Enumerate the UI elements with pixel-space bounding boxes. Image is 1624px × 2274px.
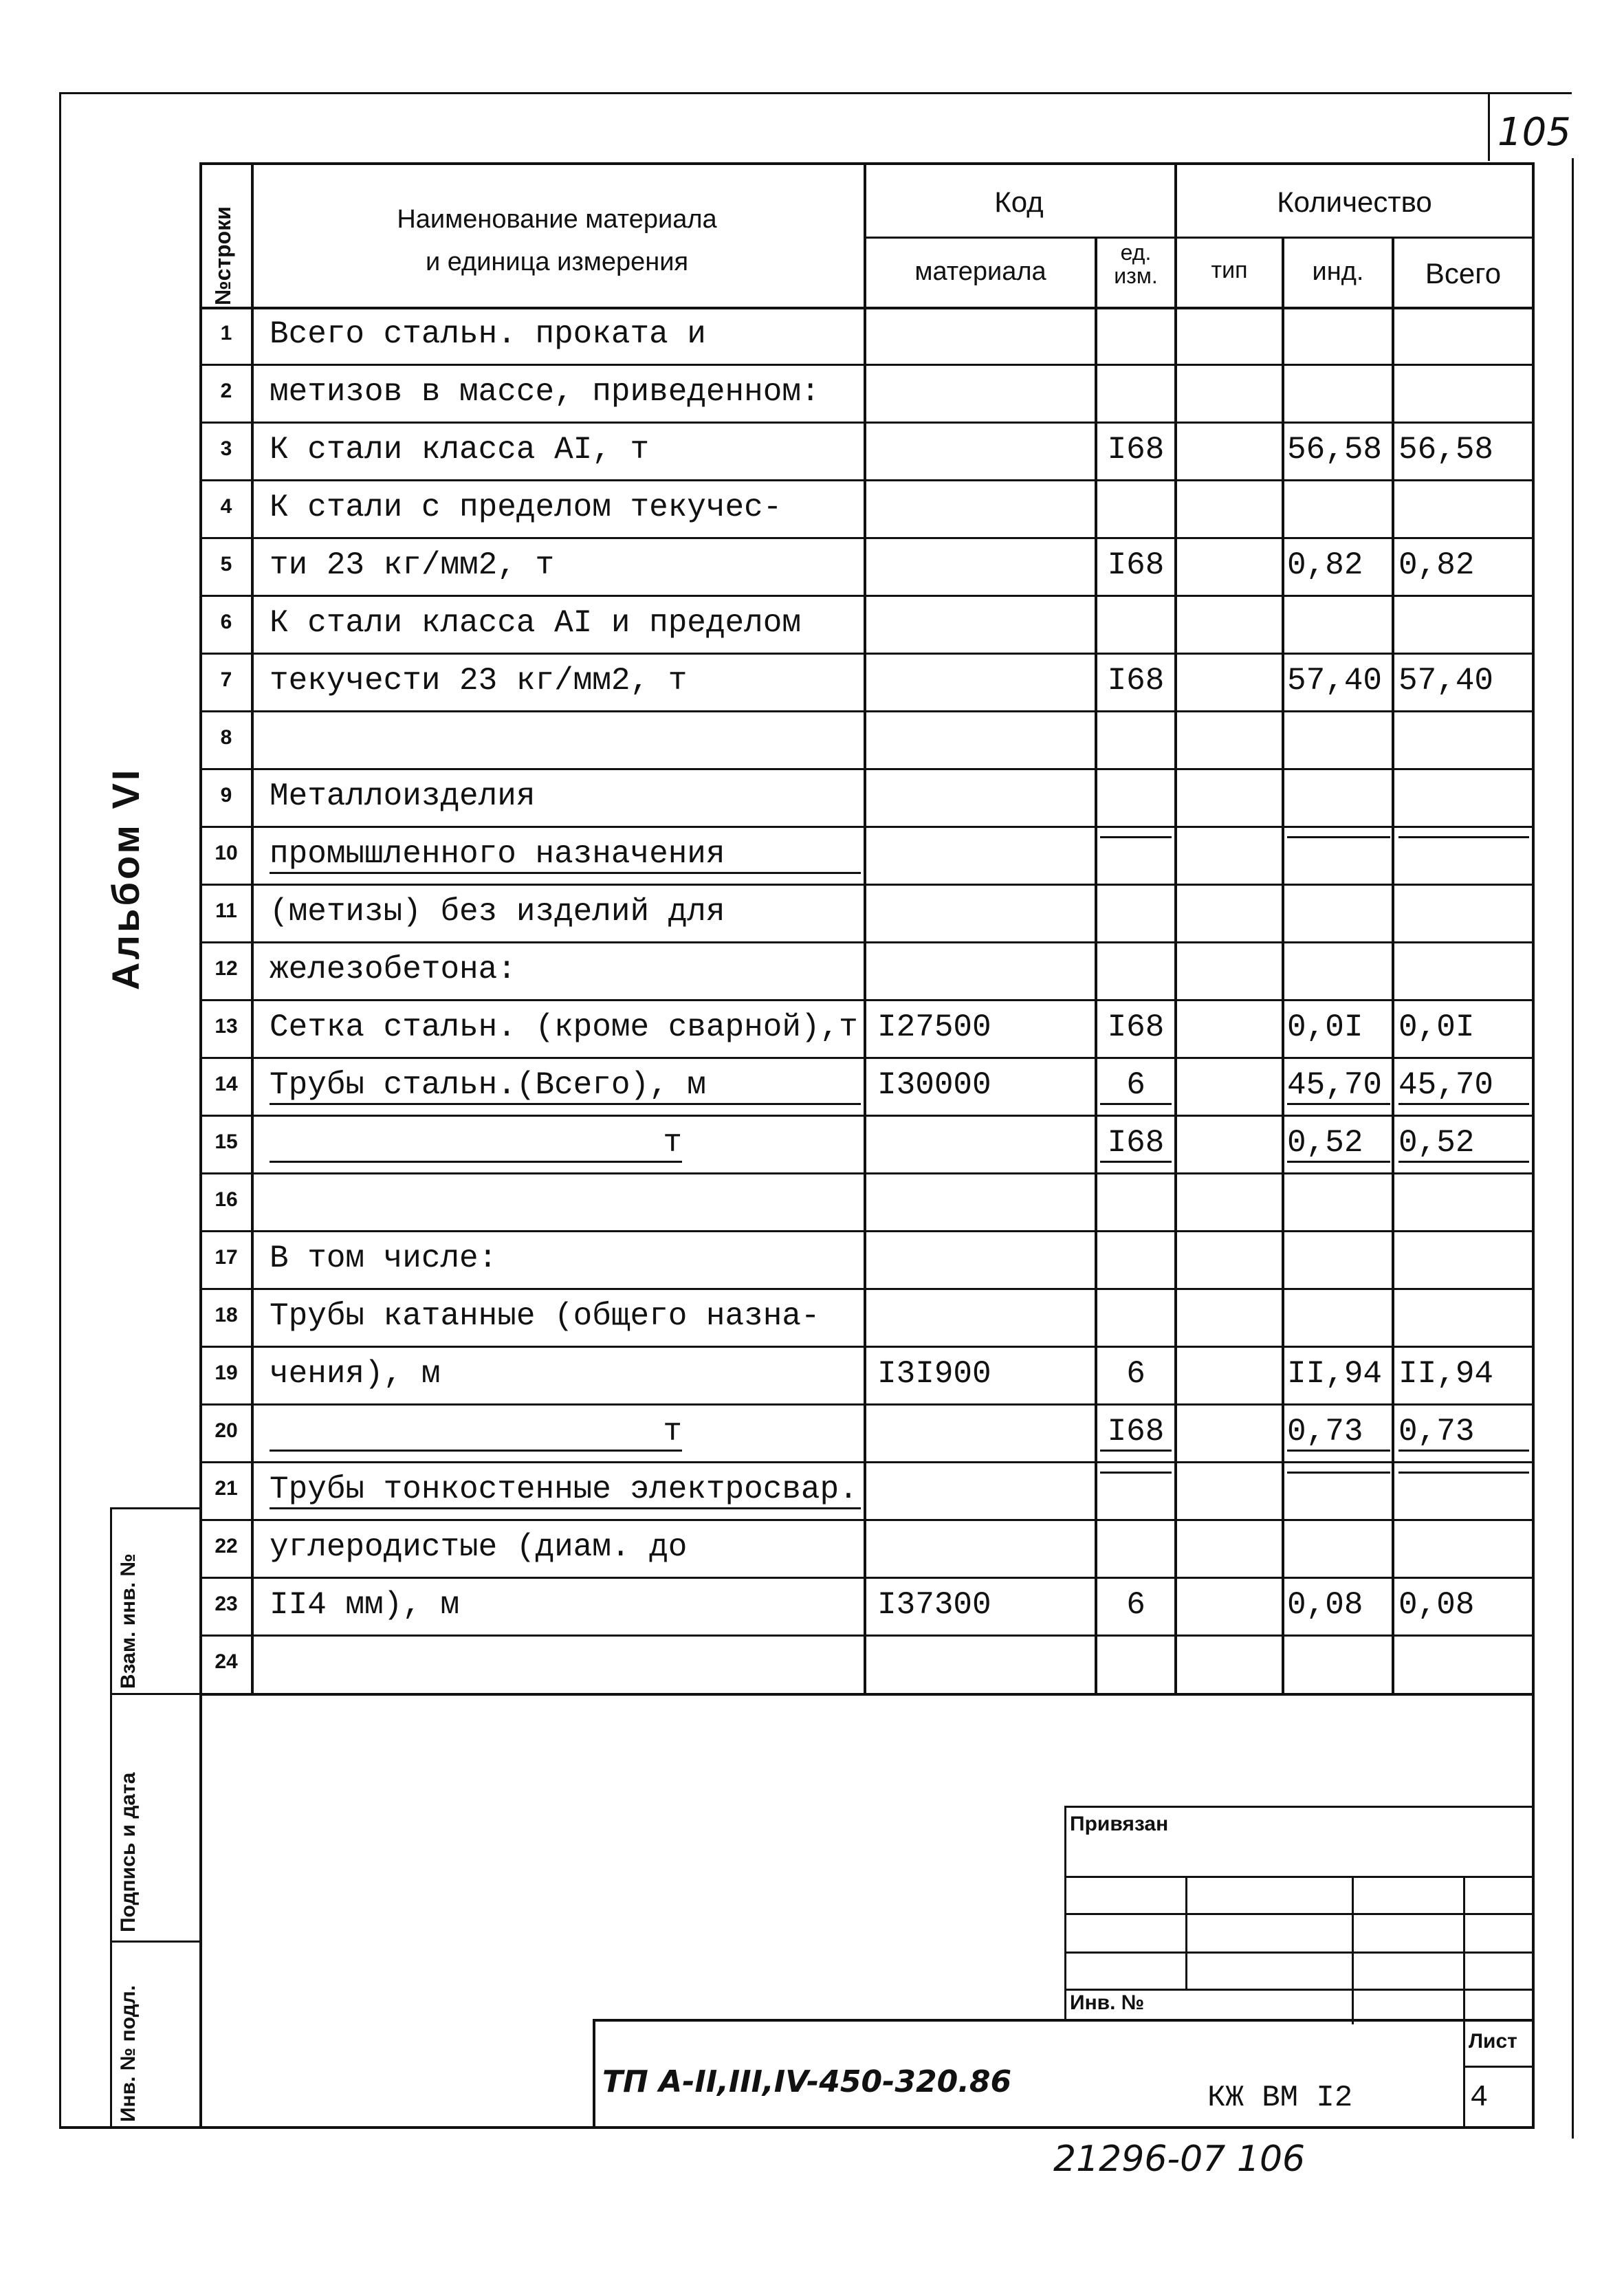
row-divider [199,595,1535,597]
cell-name: Трубы катанные (общего назна- [270,1298,820,1334]
row-number: 14 [215,1073,238,1095]
cell-ind: II,94 [1287,1356,1383,1392]
header-code-unit: ед. изм. [1114,240,1158,288]
cell-mat: I30000 [877,1067,991,1103]
title-project-code: ТП А-II,III,IV-450-320.86 [602,2064,1012,2099]
row-number: 19 [215,1362,238,1384]
cell-unit: I68 [1107,1009,1165,1045]
cell-name: метизов в массе, приведенном: [270,374,820,410]
row-divider [199,1172,1535,1174]
cell-ind: 0,0I [1287,1009,1363,1045]
row-number: 21 [215,1477,238,1500]
title-sheet-value: 4 [1470,2081,1489,2115]
sheet-number: 105 [1497,110,1571,155]
row-divider [199,1461,1535,1463]
row-divider [199,710,1535,712]
header-name-line2: и единица измерения [425,248,689,276]
cell-name: К стали с пределом текучес- [270,490,782,525]
title-sheet-label: Лист [1469,2030,1517,2053]
row-number: 23 [215,1593,238,1615]
cell-ind: 0,82 [1287,547,1363,583]
cell-name: чения), м [270,1356,441,1392]
row-divider [199,1230,1535,1232]
cell-mat: I37300 [877,1587,991,1623]
row-number: 16 [215,1188,238,1211]
cell-ind: 0,73 [1287,1414,1390,1452]
cell-ind: 56,58 [1287,432,1383,468]
row-divider [199,1403,1535,1406]
header-code-material: материала [914,257,1046,286]
cell-name: Сетка стальн. (кроме сварной),т [270,1009,858,1045]
title-inv-no: Инв. № [1070,1991,1145,2014]
cell-name: (метизы) без изделий для [270,894,725,930]
cell-name: т [270,1125,682,1163]
row-divider [199,479,1535,481]
cell-unit: I68 [1100,1125,1172,1163]
row-number: 3 [220,437,232,460]
cell-total: 0,73 [1398,1414,1529,1452]
cell-total: 0,82 [1398,547,1475,583]
row-number: 15 [215,1130,238,1153]
cell-unit: I68 [1107,663,1165,699]
row-number: 4 [220,495,232,518]
cell-name: железобетона: [270,952,516,987]
cell-total: 0,0I [1398,1009,1475,1045]
row-number: 12 [215,957,238,980]
cell-unit: I68 [1100,1414,1172,1452]
row-divider [199,364,1535,366]
cell-total: 45,70 [1398,1067,1529,1105]
cell-unit [1100,836,1172,838]
cell-total: 0,52 [1398,1125,1529,1163]
header-name-line1: Наименование материала [397,205,717,234]
cell-mat: I27500 [877,1009,991,1045]
row-divider [199,1057,1535,1059]
row-divider [199,653,1535,655]
row-divider [199,941,1535,943]
row-number: 11 [215,899,237,922]
cell-ind [1287,836,1390,838]
header-qty-ind: инд. [1312,257,1364,286]
cell-name: углеродистые (диам. до [270,1529,688,1565]
cell-total [1398,1472,1529,1474]
cell-unit: I68 [1107,547,1165,583]
cell-unit [1100,1472,1172,1474]
header-row-no: №строки [210,206,235,305]
row-divider [199,768,1535,770]
cell-name: Всего стальн. проката и [270,316,706,352]
row-number: 20 [215,1419,238,1442]
cell-total: 56,58 [1398,432,1494,468]
cell-mat: I3I900 [877,1356,991,1392]
cell-ind: 0,52 [1287,1125,1390,1163]
header-qty-type: тип [1211,257,1248,283]
row-number: 10 [215,842,238,864]
row-divider [199,1577,1535,1579]
cell-unit: 6 [1126,1356,1145,1392]
row-divider [199,1519,1535,1521]
row-number: 8 [220,726,232,749]
cell-total: II,94 [1398,1356,1494,1392]
row-number: 22 [215,1535,238,1557]
row-number: 13 [215,1015,238,1038]
row-number: 6 [220,611,232,633]
row-divider [199,1288,1535,1290]
cell-total [1398,836,1529,838]
header-quantity: Количество [1277,186,1432,218]
row-divider [199,999,1535,1001]
row-number: 1 [220,322,232,345]
row-number: 5 [220,553,232,576]
header-qty-total: Всего [1425,257,1502,289]
row-number: 7 [220,668,232,691]
stamp-inv-podl: Инв. № подл. [117,1985,140,2122]
cell-total: 0,08 [1398,1587,1475,1623]
cell-ind [1287,1472,1390,1474]
cell-name: В том числе: [270,1240,498,1276]
row-divider [199,884,1535,886]
title-doc-mark: КЖ ВМ I2 [1207,2081,1353,2115]
cell-name: К стали класса АI и пределом [270,605,801,641]
row-divider [199,537,1535,539]
cell-ind: 57,40 [1287,663,1383,699]
cell-name: К стали класса АI, т [270,432,650,468]
cell-name: Трубы стальн.(Всего), м [270,1067,861,1105]
title-privyazan: Привязан [1070,1813,1169,1835]
cell-unit: 6 [1100,1067,1172,1105]
cell-unit: 6 [1126,1587,1145,1623]
row-divider [199,1346,1535,1348]
footer-number: 21296-07 106 [1053,2139,1306,2180]
stamp-podpis-data: Подпись и дата [117,1772,140,1932]
cell-unit: I68 [1107,432,1165,468]
stamp-vzam-inv: Взам. инв. № [117,1553,140,1689]
row-divider [199,422,1535,424]
album-label: Альбом VI [104,767,147,990]
cell-name: т [270,1414,682,1452]
cell-name: ти 23 кг/мм2, т [270,547,555,583]
row-number: 17 [215,1246,238,1269]
row-number: 24 [215,1650,238,1673]
cell-name: II4 мм), м [270,1587,460,1623]
cell-name: промышленного назначения [270,836,861,874]
cell-ind: 45,70 [1287,1067,1390,1105]
cell-name: текучести 23 кг/мм2, т [270,663,688,699]
row-number: 18 [215,1304,238,1326]
row-divider [199,826,1535,828]
cell-ind: 0,08 [1287,1587,1363,1623]
cell-total: 57,40 [1398,663,1494,699]
row-number: 9 [220,784,232,807]
cell-name: Трубы тонкостенные электросвар. [270,1472,861,1509]
row-divider [199,1635,1535,1637]
row-divider [199,1115,1535,1117]
row-number: 2 [220,380,232,402]
cell-name: Металлоизделия [270,778,536,814]
header-code: Код [994,186,1044,218]
